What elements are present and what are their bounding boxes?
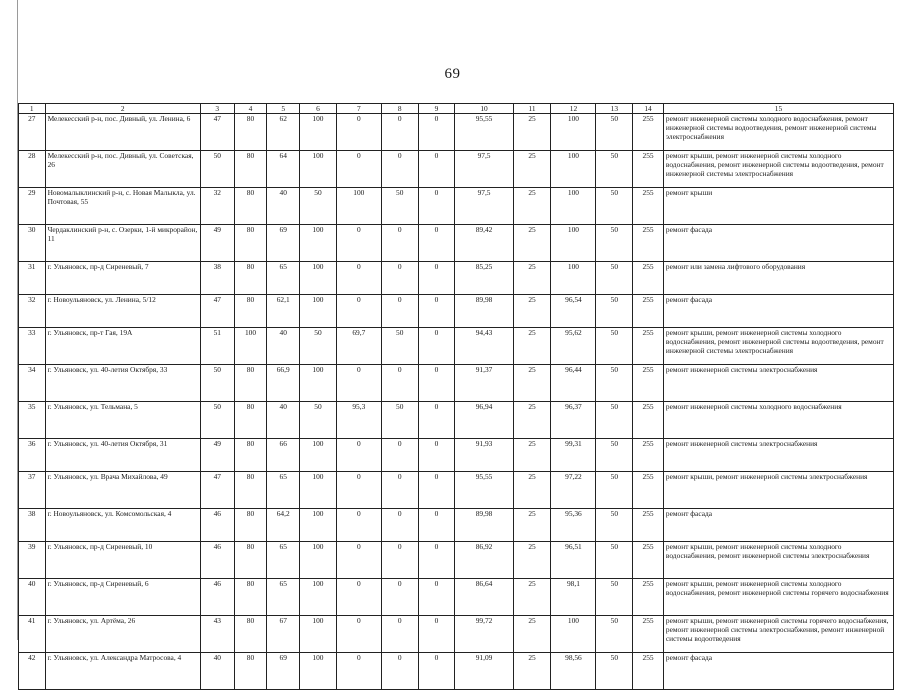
value-col-6-cell: 100 [300,542,337,579]
row-index-cell: 41 [19,616,46,653]
value-col-10-cell: 91,93 [455,439,513,472]
value-col-9-cell: 0 [418,653,455,690]
table-row [19,616,894,653]
value-col-11-cell: 25 [513,114,551,151]
value-col-4-cell: 80 [234,579,267,616]
value-col-5-cell: 65 [267,262,300,295]
value-col-8-cell: 50 [381,402,418,439]
repair-works-cell: ремонт крыши, ремонт инженерной системы холодного водоснабжения, ремонт инженерной системы горячего водоснабжения [663,579,893,616]
value-col-9-cell: 0 [418,616,455,653]
table-row [19,188,894,225]
value-col-7-cell: 0 [336,114,381,151]
value-col-4-cell: 80 [234,151,267,188]
address-cell: г. Ульяновск, ул. Врача Михайлова, 49 [45,472,200,509]
value-col-10-cell: 99,72 [455,616,513,653]
value-col-3-cell: 46 [200,579,234,616]
value-col-14-cell: 255 [633,542,664,579]
table-row [19,295,894,328]
value-col-12-cell: 100 [551,616,596,653]
value-col-3-cell: 50 [200,151,234,188]
value-col-3-cell: 51 [200,328,234,365]
address-cell: г. Ульяновск, ул. Тельмана, 5 [45,402,200,439]
value-col-7-cell: 0 [336,262,381,295]
value-col-14-cell: 255 [633,295,664,328]
value-col-5-cell: 69 [267,653,300,690]
value-col-11-cell: 25 [513,439,551,472]
value-col-5-cell: 65 [267,542,300,579]
value-col-3-cell: 46 [200,509,234,542]
value-col-7-cell: 0 [336,616,381,653]
value-col-6-cell: 100 [300,653,337,690]
value-col-10-cell: 91,09 [455,653,513,690]
value-col-6-cell: 100 [300,225,337,262]
address-cell: г. Ульяновск, ул. 40-летия Октября, 31 [45,439,200,472]
value-col-14-cell: 255 [633,579,664,616]
value-col-4-cell: 80 [234,616,267,653]
value-col-12-cell: 96,44 [551,365,596,402]
value-col-11-cell: 25 [513,472,551,509]
page-number: 69 [444,66,461,82]
row-index-cell: 31 [19,262,46,295]
value-col-14-cell: 255 [633,188,664,225]
value-col-12-cell: 96,51 [551,542,596,579]
value-col-10-cell: 89,42 [455,225,513,262]
value-col-7-cell: 0 [336,472,381,509]
table-row [19,365,894,402]
repair-works-cell: ремонт крыши, ремонт инженерной системы электроснабжения [663,472,893,509]
value-col-3-cell: 50 [200,365,234,402]
address-cell: Мелекесский р-н, пос. Дивный, ул. Ленина, 6 [45,114,200,151]
row-index-cell: 29 [19,188,46,225]
value-col-8-cell: 0 [381,225,418,262]
value-col-6-cell: 100 [300,509,337,542]
value-col-4-cell: 100 [234,328,267,365]
row-index-cell: 33 [19,328,46,365]
value-col-8-cell: 50 [381,188,418,225]
value-col-9-cell: 0 [418,579,455,616]
value-col-13-cell: 50 [596,616,633,653]
value-col-14-cell: 255 [633,653,664,690]
row-index-cell: 32 [19,295,46,328]
value-col-9-cell: 0 [418,328,455,365]
row-index-cell: 42 [19,653,46,690]
value-col-13-cell: 50 [596,542,633,579]
value-col-14-cell: 255 [633,114,664,151]
column-number: 7 [336,104,381,114]
value-col-13-cell: 50 [596,225,633,262]
value-col-3-cell: 49 [200,225,234,262]
table-row [19,151,894,188]
value-col-7-cell: 0 [336,579,381,616]
row-index-cell: 34 [19,365,46,402]
column-number: 8 [381,104,418,114]
value-col-8-cell: 0 [381,295,418,328]
value-col-12-cell: 96,37 [551,402,596,439]
value-col-13-cell: 50 [596,295,633,328]
address-cell: г. Ульяновск, ул. Артёма, 26 [45,616,200,653]
value-col-9-cell: 0 [418,151,455,188]
value-col-11-cell: 25 [513,188,551,225]
value-col-4-cell: 80 [234,295,267,328]
address-cell: г. Ульяновск, ул. 40-летия Октября, 33 [45,365,200,402]
value-col-8-cell: 0 [381,653,418,690]
value-col-5-cell: 66,9 [267,365,300,402]
value-col-14-cell: 255 [633,402,664,439]
repair-works-cell: ремонт крыши, ремонт инженерной системы холодного водоснабжения, ремонт инженерной системы электроснабжения [663,542,893,579]
repair-works-cell: ремонт инженерной системы электроснабжения [663,365,893,402]
address-cell: г. Ульяновск, пр-д Сиреневый, 7 [45,262,200,295]
value-col-11-cell: 25 [513,225,551,262]
value-col-10-cell: 97,5 [455,188,513,225]
value-col-4-cell: 80 [234,114,267,151]
value-col-13-cell: 50 [596,579,633,616]
value-col-13-cell: 50 [596,365,633,402]
value-col-7-cell: 0 [336,295,381,328]
value-col-13-cell: 50 [596,151,633,188]
value-col-12-cell: 99,31 [551,439,596,472]
value-col-7-cell: 95,3 [336,402,381,439]
value-col-7-cell: 0 [336,151,381,188]
value-col-7-cell: 0 [336,439,381,472]
repair-works-cell: ремонт или замена лифтового оборудования [663,262,893,295]
row-index-cell: 38 [19,509,46,542]
table-row [19,328,894,365]
table-row [19,579,894,616]
column-number: 13 [596,104,633,114]
value-col-7-cell: 69,7 [336,328,381,365]
column-number-row [19,104,894,114]
value-col-3-cell: 47 [200,295,234,328]
value-col-10-cell: 95,55 [455,472,513,509]
value-col-4-cell: 80 [234,472,267,509]
value-col-4-cell: 80 [234,653,267,690]
address-cell: г. Ульяновск, пр-т Гая, 19А [45,328,200,365]
value-col-6-cell: 100 [300,365,337,402]
value-col-11-cell: 25 [513,262,551,295]
value-col-4-cell: 80 [234,188,267,225]
value-col-11-cell: 25 [513,365,551,402]
value-col-12-cell: 100 [551,188,596,225]
value-col-5-cell: 66 [267,439,300,472]
column-number: 4 [234,104,267,114]
row-index-cell: 39 [19,542,46,579]
address-cell: г. Новоульяновск, ул. Ленина, 5/12 [45,295,200,328]
value-col-5-cell: 65 [267,472,300,509]
address-cell: Мелекесский р-н, пос. Дивный, ул. Советская, 26 [45,151,200,188]
value-col-8-cell: 0 [381,365,418,402]
value-col-10-cell: 86,64 [455,579,513,616]
value-col-12-cell: 98,1 [551,579,596,616]
value-col-14-cell: 255 [633,472,664,509]
value-col-3-cell: 38 [200,262,234,295]
value-col-3-cell: 49 [200,439,234,472]
repair-register-table [18,103,894,690]
value-col-4-cell: 80 [234,439,267,472]
column-number: 3 [200,104,234,114]
row-index-cell: 35 [19,402,46,439]
value-col-10-cell: 97,5 [455,151,513,188]
value-col-14-cell: 255 [633,509,664,542]
value-col-6-cell: 50 [300,188,337,225]
value-col-8-cell: 0 [381,579,418,616]
value-col-7-cell: 0 [336,225,381,262]
repair-works-cell: ремонт фасада [663,225,893,262]
value-col-8-cell: 0 [381,439,418,472]
value-col-6-cell: 100 [300,114,337,151]
table-row [19,542,894,579]
value-col-9-cell: 0 [418,262,455,295]
value-col-13-cell: 50 [596,509,633,542]
value-col-5-cell: 40 [267,188,300,225]
value-col-8-cell: 0 [381,151,418,188]
value-col-6-cell: 100 [300,579,337,616]
value-col-10-cell: 94,43 [455,328,513,365]
value-col-13-cell: 50 [596,439,633,472]
value-col-10-cell: 89,98 [455,295,513,328]
value-col-12-cell: 96,54 [551,295,596,328]
value-col-12-cell: 100 [551,225,596,262]
value-col-12-cell: 97,22 [551,472,596,509]
value-col-5-cell: 62 [267,114,300,151]
column-number: 14 [633,104,664,114]
value-col-12-cell: 100 [551,151,596,188]
table-row [19,653,894,690]
value-col-10-cell: 95,55 [455,114,513,151]
value-col-8-cell: 0 [381,509,418,542]
value-col-9-cell: 0 [418,114,455,151]
value-col-7-cell: 0 [336,653,381,690]
address-cell: Новомалыклинский р-н, с. Новая Малыкла, ул. Почтовая, 55 [45,188,200,225]
value-col-9-cell: 0 [418,542,455,579]
value-col-11-cell: 25 [513,402,551,439]
value-col-13-cell: 50 [596,653,633,690]
value-col-14-cell: 255 [633,616,664,653]
value-col-8-cell: 0 [381,616,418,653]
value-col-10-cell: 91,37 [455,365,513,402]
table-row [19,509,894,542]
row-index-cell: 27 [19,114,46,151]
value-col-9-cell: 0 [418,472,455,509]
value-col-13-cell: 50 [596,328,633,365]
value-col-11-cell: 25 [513,542,551,579]
repair-works-cell: ремонт крыши [663,188,893,225]
value-col-7-cell: 0 [336,365,381,402]
value-col-6-cell: 100 [300,151,337,188]
repair-works-cell: ремонт фасада [663,509,893,542]
value-col-12-cell: 100 [551,262,596,295]
value-col-4-cell: 80 [234,509,267,542]
value-col-3-cell: 40 [200,653,234,690]
value-col-3-cell: 32 [200,188,234,225]
value-col-8-cell: 0 [381,472,418,509]
value-col-11-cell: 25 [513,653,551,690]
address-cell: г. Ульяновск, ул. Александра Матросова, 4 [45,653,200,690]
table-row [19,114,894,151]
value-col-9-cell: 0 [418,402,455,439]
value-col-8-cell: 50 [381,328,418,365]
value-col-14-cell: 255 [633,262,664,295]
repair-works-cell: ремонт инженерной системы электроснабжения [663,439,893,472]
value-col-5-cell: 40 [267,328,300,365]
value-col-5-cell: 62,1 [267,295,300,328]
row-index-cell: 30 [19,225,46,262]
value-col-12-cell: 100 [551,114,596,151]
value-col-5-cell: 64 [267,151,300,188]
value-col-12-cell: 95,62 [551,328,596,365]
value-col-12-cell: 98,56 [551,653,596,690]
value-col-14-cell: 255 [633,365,664,402]
value-col-10-cell: 86,92 [455,542,513,579]
value-col-9-cell: 0 [418,225,455,262]
table-row [19,472,894,509]
column-number: 12 [551,104,596,114]
value-col-10-cell: 96,94 [455,402,513,439]
value-col-6-cell: 100 [300,262,337,295]
value-col-3-cell: 46 [200,542,234,579]
value-col-4-cell: 80 [234,365,267,402]
value-col-3-cell: 47 [200,472,234,509]
value-col-9-cell: 0 [418,365,455,402]
column-number: 1 [19,104,46,114]
repair-works-cell: ремонт фасада [663,653,893,690]
value-col-11-cell: 25 [513,579,551,616]
value-col-7-cell: 100 [336,188,381,225]
value-col-11-cell: 25 [513,151,551,188]
repair-works-cell: ремонт инженерной системы холодного водоснабжения [663,402,893,439]
table-body [19,114,894,690]
value-col-4-cell: 80 [234,225,267,262]
column-number: 2 [45,104,200,114]
value-col-6-cell: 100 [300,472,337,509]
column-number: 11 [513,104,551,114]
value-col-14-cell: 255 [633,151,664,188]
value-col-8-cell: 0 [381,114,418,151]
value-col-11-cell: 25 [513,328,551,365]
value-col-11-cell: 25 [513,509,551,542]
value-col-3-cell: 50 [200,402,234,439]
value-col-14-cell: 255 [633,439,664,472]
value-col-10-cell: 85,25 [455,262,513,295]
value-col-6-cell: 100 [300,616,337,653]
value-col-6-cell: 50 [300,402,337,439]
address-cell: г. Ульяновск, пр-д Сиреневый, 10 [45,542,200,579]
repair-works-cell: ремонт инженерной системы холодного водоснабжения, ремонт инженерной системы водоотведения, ремонт инженерной системы электроснабжения [663,114,893,151]
value-col-14-cell: 255 [633,225,664,262]
row-index-cell: 28 [19,151,46,188]
value-col-14-cell: 255 [633,328,664,365]
value-col-9-cell: 0 [418,295,455,328]
column-number: 15 [663,104,893,114]
value-col-5-cell: 67 [267,616,300,653]
value-col-13-cell: 50 [596,402,633,439]
row-index-cell: 36 [19,439,46,472]
value-col-9-cell: 0 [418,188,455,225]
column-number: 5 [267,104,300,114]
value-col-4-cell: 80 [234,542,267,579]
address-cell: г. Новоульяновск, ул. Комсомольская, 4 [45,509,200,542]
value-col-11-cell: 25 [513,616,551,653]
value-col-7-cell: 0 [336,542,381,579]
repair-works-cell: ремонт крыши, ремонт инженерной системы горячего водоснабжения, ремонт инженерной системы электроснабжения, ремонт инженерной системы водоотведения [663,616,893,653]
address-cell: Чердаклинский р-н, с. Озерки, 1-й микрорайон, 11 [45,225,200,262]
value-col-9-cell: 0 [418,439,455,472]
value-col-5-cell: 64,2 [267,509,300,542]
table-row [19,402,894,439]
value-col-3-cell: 43 [200,616,234,653]
value-col-4-cell: 80 [234,262,267,295]
value-col-11-cell: 25 [513,295,551,328]
value-col-8-cell: 0 [381,262,418,295]
repair-works-cell: ремонт фасада [663,295,893,328]
column-number: 9 [418,104,455,114]
repair-works-cell: ремонт крыши, ремонт инженерной системы холодного водоснабжения, ремонт инженерной системы водоотведения, ремонт инженерной системы электроснабжения [663,151,893,188]
value-col-5-cell: 69 [267,225,300,262]
value-col-3-cell: 47 [200,114,234,151]
value-col-13-cell: 50 [596,188,633,225]
address-cell: г. Ульяновск, пр-д Сиреневый, 6 [45,579,200,616]
value-col-13-cell: 50 [596,472,633,509]
value-col-5-cell: 40 [267,402,300,439]
value-col-6-cell: 50 [300,328,337,365]
row-index-cell: 37 [19,472,46,509]
table-row [19,225,894,262]
value-col-7-cell: 0 [336,509,381,542]
value-col-9-cell: 0 [418,509,455,542]
table-row [19,439,894,472]
value-col-8-cell: 0 [381,542,418,579]
column-number: 10 [455,104,513,114]
value-col-10-cell: 89,98 [455,509,513,542]
value-col-6-cell: 100 [300,439,337,472]
value-col-13-cell: 50 [596,114,633,151]
value-col-4-cell: 80 [234,402,267,439]
value-col-12-cell: 95,36 [551,509,596,542]
row-index-cell: 40 [19,579,46,616]
repair-works-cell: ремонт крыши, ремонт инженерной системы холодного водоснабжения, ремонт инженерной системы водоотведения, ремонт инженерной системы электроснабжения [663,328,893,365]
value-col-13-cell: 50 [596,262,633,295]
table-row [19,262,894,295]
value-col-6-cell: 100 [300,295,337,328]
value-col-5-cell: 65 [267,579,300,616]
column-number: 6 [300,104,337,114]
